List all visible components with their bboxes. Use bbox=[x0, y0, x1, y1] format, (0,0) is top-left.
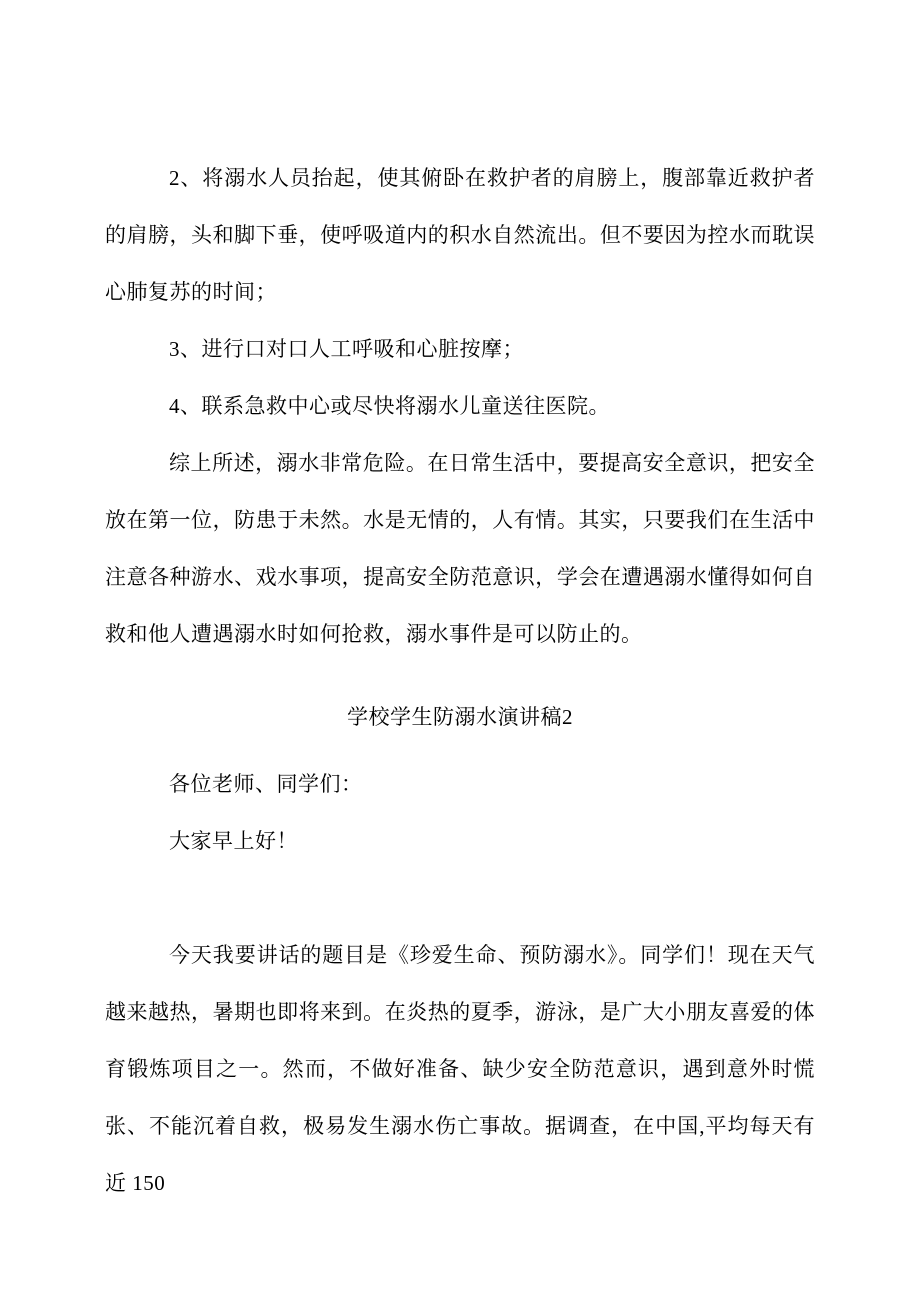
paragraph-salutation: 各位老师、同学们： bbox=[169, 772, 363, 796]
paragraph-rescue-step-3: 3、进行口对口人工呼吸和心脏按摩； bbox=[169, 337, 524, 361]
section-heading-speech-2: 学校学生防溺水演讲稿2 bbox=[347, 705, 573, 729]
paragraph-greeting: 大家早上好！ bbox=[169, 829, 298, 853]
paragraph-rescue-step-2: 2、将溺水人员抬起，使其俯卧在救护者的肩膀上，腹部靠近救护者的肩膀，头和脚下垂，使呼吸道内的积水自然流出。但不要因为控水而耽误心肺复苏的时间； bbox=[105, 166, 815, 304]
paragraph-summary: 综上所述，溺水非常危险。在日常生活中，要提高安全意识，把安全放在第一位，防患于未然。水是无情的，人有情。其实，只要我们在生活中注意各种游水、戏水事项，提高安全防范意识，学会在遭遇溺水懂得如何自救和他人遭遇溺水时如何抢救，溺水事件是可以防止的。 bbox=[105, 451, 815, 646]
paragraph-rescue-step-4: 4、联系急救中心或尽快将溺水儿童送往医院。 bbox=[169, 394, 610, 418]
paragraph-speech-intro: 今天我要讲话的题目是《珍爱生命、预防溺水》。同学们！现在天气越来越热，暑期也即将来到。在炎热的夏季，游泳，是广大小朋友喜爱的体育锻炼项目之一。然而，不做好准备、缺少安全防范意识，遇到意外时慌张、不能沉着自救，极易发生溺水伤亡事故。据调查，在中国,平均每天有近 150 bbox=[105, 943, 815, 1195]
blank-line bbox=[105, 870, 815, 927]
